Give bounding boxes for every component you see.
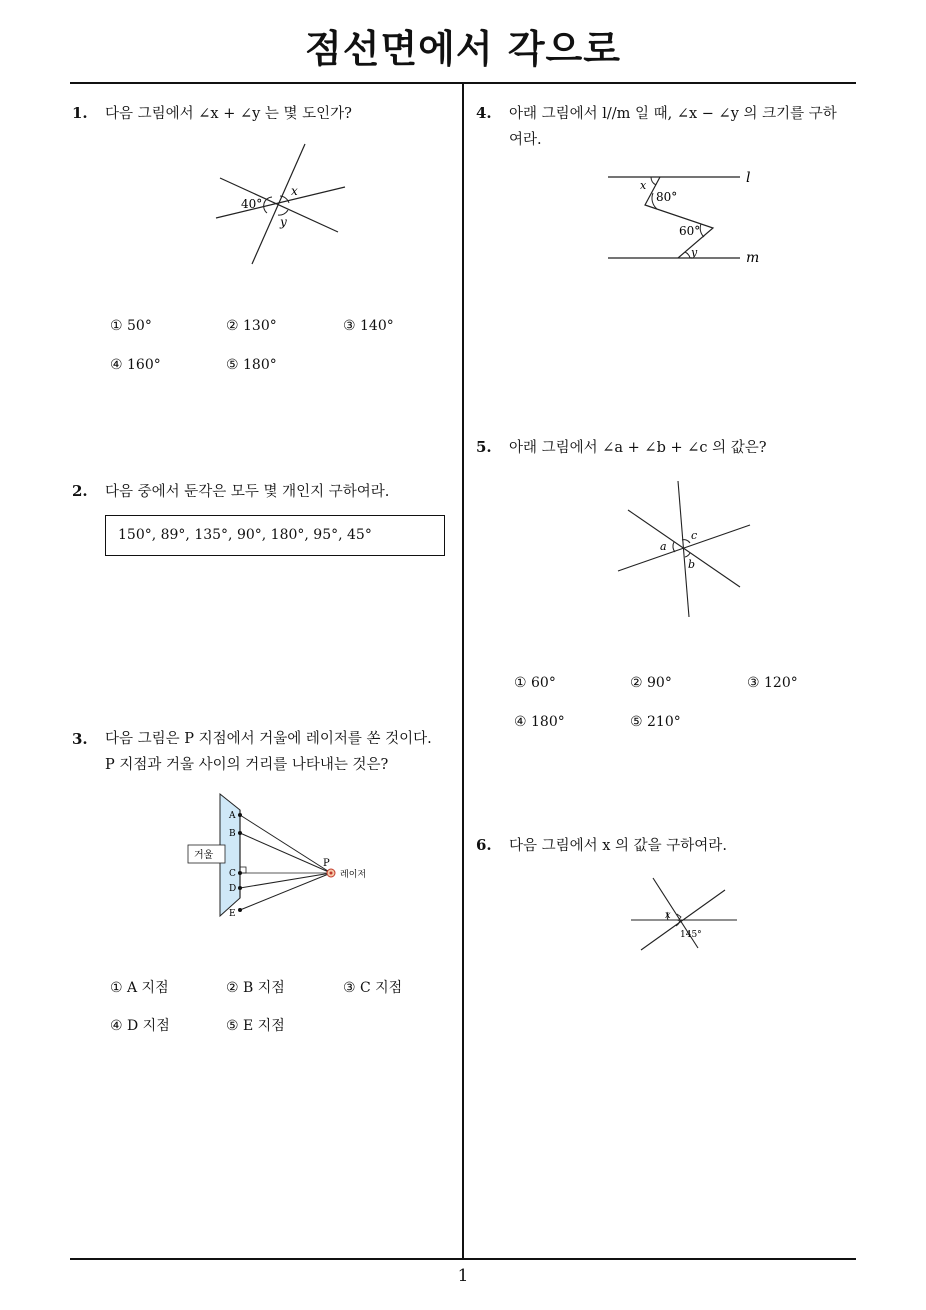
question-number: 1. xyxy=(72,104,88,122)
line-l-label: l xyxy=(746,170,751,186)
angle-x-label: x xyxy=(640,179,647,192)
choice-1[interactable]: ① 60° xyxy=(514,675,556,691)
line-m-label: m xyxy=(746,250,760,266)
choice-3[interactable]: ③ 140° xyxy=(343,318,394,334)
question-text-line-2: 여라. xyxy=(509,132,542,148)
figure-three-lines xyxy=(610,475,760,625)
question-text: 다음 그림에서 x 의 값을 구하여라. xyxy=(509,838,727,854)
choice-2[interactable]: ② 130° xyxy=(226,318,277,334)
question-text-line-1: 아래 그림에서 l//m 일 때, ∠x − ∠y 의 크기를 구하 xyxy=(509,106,837,122)
choice-5[interactable]: ⑤ 180° xyxy=(226,357,277,373)
angle-y-label: y xyxy=(280,215,287,229)
angle-c-label: c xyxy=(691,529,698,542)
question-number: 3. xyxy=(72,730,88,748)
figure-intersecting-lines xyxy=(200,138,360,268)
bottom-rule xyxy=(70,1258,856,1260)
question-number: 4. xyxy=(476,104,492,122)
choice-3[interactable]: ③ C 지점 xyxy=(343,980,403,996)
question-number: 2. xyxy=(72,482,88,500)
point-c-label: C xyxy=(229,869,236,879)
page-number: 1 xyxy=(457,1266,469,1286)
laser-label: 레이저 xyxy=(340,870,367,880)
column-divider xyxy=(462,83,464,1259)
angle-60-label: 60° xyxy=(679,224,701,238)
question-number: 6. xyxy=(476,836,492,854)
choice-2[interactable]: ② B 지점 xyxy=(226,980,285,996)
point-p-label: P xyxy=(323,858,330,869)
mirror-label: 거울 xyxy=(194,850,214,861)
angle-145-label: 145° xyxy=(680,930,702,940)
angle-list-box: 150°, 89°, 135°, 90°, 180°, 95°, 45° xyxy=(105,515,445,556)
angle-80-label: 80° xyxy=(656,190,678,204)
point-e-label: E xyxy=(229,909,236,919)
angle-b-label: b xyxy=(688,558,696,571)
choice-5[interactable]: ⑤ E 지점 xyxy=(226,1018,285,1034)
choice-1[interactable]: ① A 지점 xyxy=(110,980,169,996)
angle-40-label: 40° xyxy=(241,197,263,211)
page-title: 점선면에서 각으로 xyxy=(305,27,621,71)
choice-5[interactable]: ⑤ 210° xyxy=(630,714,681,730)
choice-4[interactable]: ④ D 지점 xyxy=(110,1018,170,1034)
question-text: 다음 그림에서 ∠x + ∠y 는 몇 도인가? xyxy=(105,106,352,122)
point-a-label: A xyxy=(229,811,236,821)
angle-x-label: x xyxy=(291,184,298,198)
question-text-line-1: 다음 그림은 P 지점에서 거울에 레이저를 쏜 것이다. xyxy=(105,731,432,747)
point-b-label: B xyxy=(229,829,236,839)
question-text: 아래 그림에서 ∠a + ∠b + ∠c 의 값은? xyxy=(509,440,767,456)
question-text: 다음 중에서 둔각은 모두 몇 개인지 구하여라. xyxy=(105,484,390,500)
choice-2[interactable]: ② 90° xyxy=(630,675,672,691)
figure-angle-x xyxy=(625,870,745,960)
choice-4[interactable]: ④ 180° xyxy=(514,714,565,730)
angle-x-label: x xyxy=(665,910,671,921)
choice-3[interactable]: ③ 120° xyxy=(747,675,798,691)
figure-parallel-lines xyxy=(600,165,770,270)
angle-y-label: y xyxy=(691,246,698,259)
point-d-label: D xyxy=(229,884,237,894)
angle-a-label: a xyxy=(660,540,667,553)
figure-mirror-laser xyxy=(185,790,395,925)
choice-1[interactable]: ① 50° xyxy=(110,318,152,334)
question-number: 5. xyxy=(476,438,492,456)
choice-4[interactable]: ④ 160° xyxy=(110,357,161,373)
question-text-line-2: P 지점과 거울 사이의 거리를 나타내는 것은? xyxy=(105,757,389,773)
